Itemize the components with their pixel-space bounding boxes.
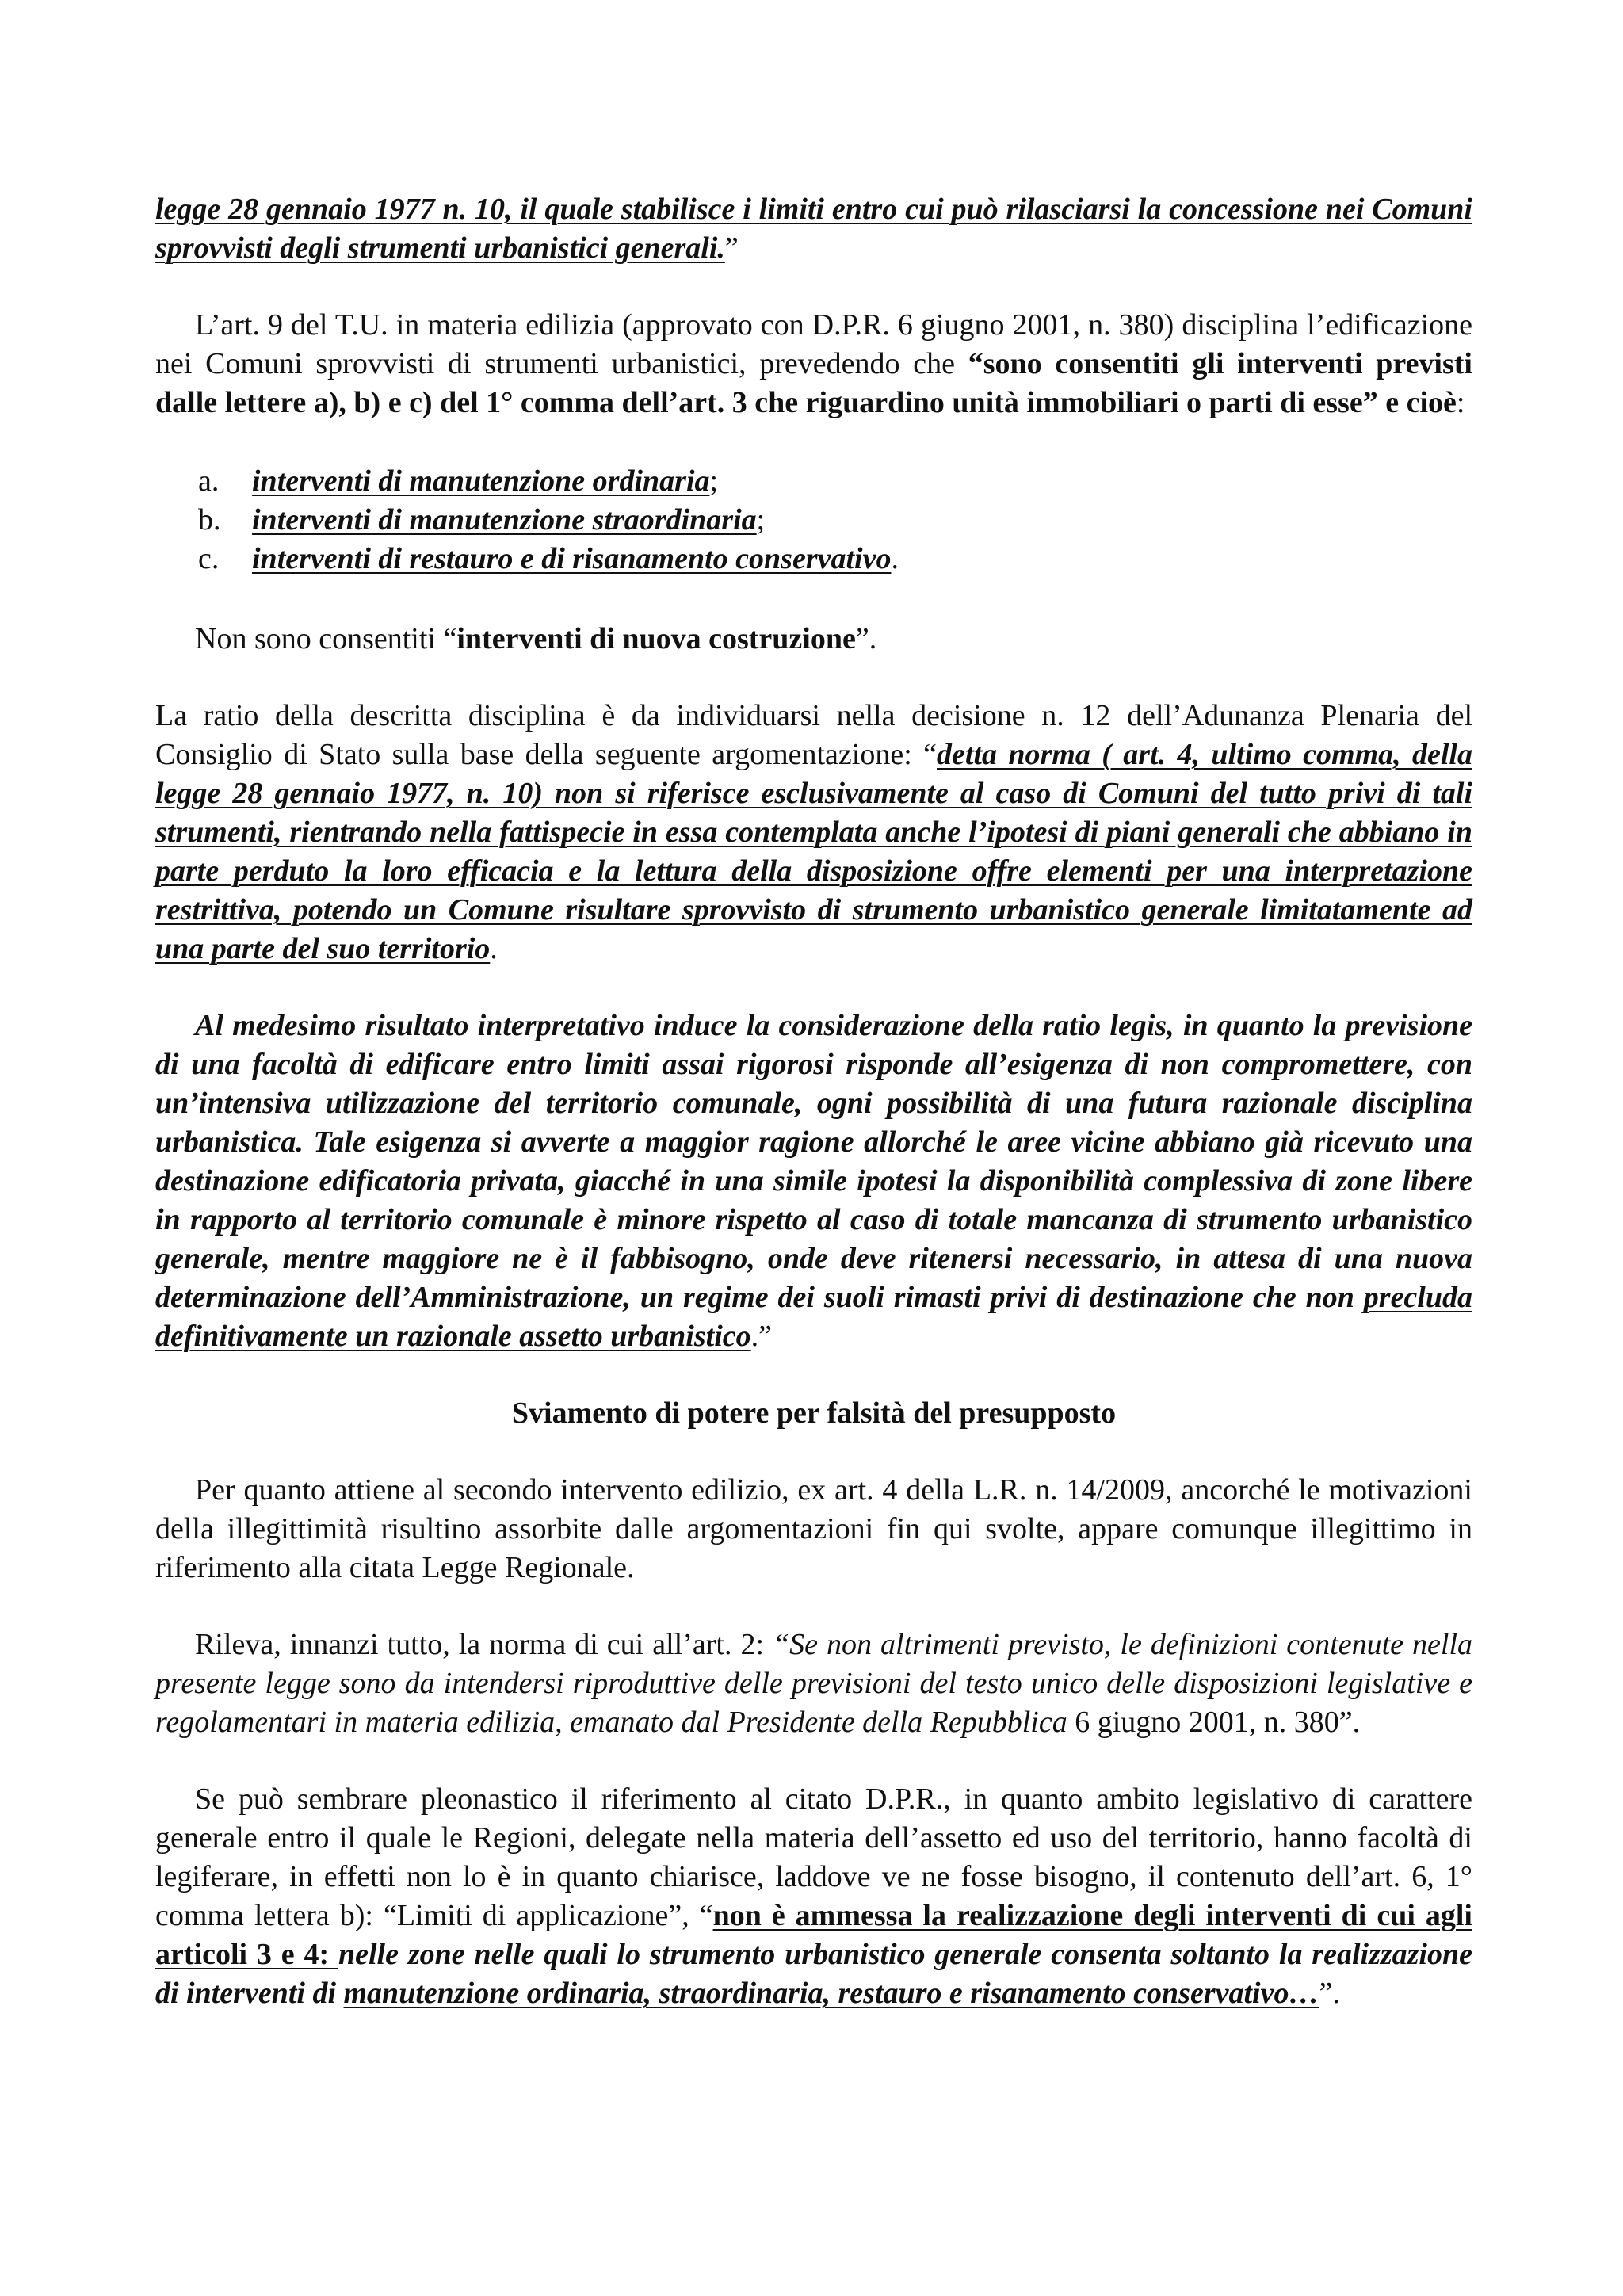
paragraph-3-end: ”.: [855, 622, 877, 655]
paragraph-5-end: .”: [750, 1320, 773, 1353]
paragraph-7-text: Rileva, innanzi tutto, la norma di cui all’art. 2:: [195, 1628, 773, 1661]
list-marker: b.: [198, 503, 221, 537]
list-marker: c.: [198, 542, 220, 575]
paragraph-5-text: Al medesimo risultato interpretativo induce la considerazione della ratio legis, in quanto la previsione di una facoltà di edificare entro limiti assai rigorosi risponde all’esigenza di non compromettere, con un’intensiva utilizzazione del territorio comunale, ogni possibilità di una futura razionale disciplina urbanistica. Tale esigenza si avverte a maggior ragione allorché le aree vicine abbiano già ricevuto una destinazione edificatoria privata, giacché in una simile ipotesi la disponibilità complessiva di zone libere in rapporto al territorio comunale è minore rispetto al caso di totale mancanza di strumento urbanistico generale, mentre maggiore ne è il fabbisogno, onde deve ritenersi necessario, in attesa di una nuova determinazione dell’Amministrazione, un regime dei suoli rimasti privi di destinazione che non: [155, 1009, 1472, 1314]
list-item-end: ;: [709, 464, 719, 498]
paragraph-2-text: L’art. 9 del T.U. in materia edilizia (approvato con D.P.R. 6 giugno 2001, n. 380) disciplina l’edificazione nei Comuni sprovvisti di strumenti urbanistici, prevedendo che: [155, 308, 1472, 380]
paragraph-8-bold: non è ammessa la realizzazione degli interventi di cui agli articoli 3 e 4:: [155, 1899, 1472, 1971]
paragraph-5-underlined: precluda definitivamente un razionale assetto urbanistico: [155, 1281, 1472, 1353]
list-item-text: interventi di restauro e di risanamento conservativo: [252, 542, 892, 575]
list-marker: a.: [198, 464, 220, 498]
paragraph-7-end: 6 giugno 2001, n. 380”.: [1067, 1706, 1361, 1739]
paragraph-8-text: Se può sembrare pleonastico il riferimento al citato D.P.R., in quanto ambito legislativo di carattere generale entro il quale le Regioni, delegate nella materia dell’assetto ed uso del territorio, hanno facoltà di legiferare, in effetti non lo è in quanto chiarisce, laddove ve ne fosse bisogno, il contenuto dell’art. 6, 1° comma lettera b): “Limiti di applicazione”, “: [155, 1782, 1472, 1932]
paragraph-3-text: Non sono consentiti “: [195, 622, 457, 655]
document-page: [155, 190, 1472, 2013]
paragraph-7-quote: “Se non altrimenti previsto, le definizioni contenute nella presente legge sono da intendersi riproduttive delle previsioni del testo unico delle disposizioni legislative e regolamentari in materia edilizia, emanato dal Presidente della Repubblica: [155, 1628, 1473, 1739]
closing-quote: ”: [724, 231, 739, 265]
paragraph-4-text: La ratio della descritta disciplina è da individuarsi nella decisione n. 12 dell’Adunanza Plenaria del Consiglio di Stato sulla base della seguente argomentazione: “: [155, 699, 1472, 771]
list-item-text: interventi di manutenzione straordinaria: [252, 503, 757, 537]
quoted-law-text: legge 28 gennaio 1977 n. 10, il quale stabilisce i limiti entro cui può rilasciarsi la concessione nei Comuni sprovvisti degli strumenti urbanistici generali.: [155, 193, 1472, 265]
interventions-list: [155, 462, 1472, 579]
paragraph-2-bold: “sono consentiti gli interventi previsti dalle lettere a), b) e c) del 1° comma dell’art. 3 che riguardino unità immobiliari o parti di esse” e cioè: [155, 347, 1472, 419]
paragraph-4-end: .: [490, 932, 498, 965]
paragraph-2: [155, 306, 1472, 422]
paragraph-3-bold: interventi di nuova costruzione: [456, 622, 856, 655]
paragraph-8-underlined: manutenzione ordinaria, straordinaria, restauro e risanamento conservativo…: [343, 1977, 1319, 2010]
paragraph-5: [155, 1007, 1472, 1356]
paragraph-3: [155, 620, 1472, 659]
list-item: [155, 540, 1472, 579]
list-item-text: interventi di manutenzione ordinaria: [252, 464, 710, 498]
list-item-end: ;: [756, 503, 766, 537]
paragraph-8: [155, 1780, 1472, 2013]
list-item: [155, 501, 1472, 540]
paragraph-2-end: :: [1456, 386, 1465, 419]
list-item: [155, 462, 1472, 501]
paragraph-8-quote: nelle zone nelle quali lo strumento urbanistico generale consenta soltanto la realizzazione di interventi di: [155, 1938, 1472, 2010]
paragraph-8-end: ”.: [1319, 1977, 1340, 2010]
paragraph-1: [155, 190, 1472, 268]
paragraph-7: [155, 1626, 1472, 1742]
section-heading: Sviamento di potere per falsità del presupposto: [511, 1396, 1117, 1430]
paragraph-6: Per quanto attiene al secondo intervento edilizio, ex art. 4 della L.R. n. 14/2009, ancorché le motivazioni della illegittimità risultino assorbite dalle argomentazioni fin qui svolte, appare comunque illegittimo in riferimento alla citata Legge Regionale.: [155, 1473, 1472, 1584]
paragraph-4: [155, 697, 1472, 968]
list-item-end: .: [891, 542, 899, 575]
paragraph-4-quote: detta norma ( art. 4, ultimo comma, della legge 28 gennaio 1977, n. 10) non si riferisce esclusivamente al caso di Comuni del tutto privi di tali strumenti, rientrando nella fattispecie in essa contemplata anche l’ipotesi di piani generali che abbiano in parte perduto la loro efficacia e la lettura della disposizione offre elementi per una interpretazione restrittiva, potendo un Comune risultare sprovvisto di strumento urbanistico generale limitatamente ad una parte del suo territorio: [155, 738, 1472, 965]
